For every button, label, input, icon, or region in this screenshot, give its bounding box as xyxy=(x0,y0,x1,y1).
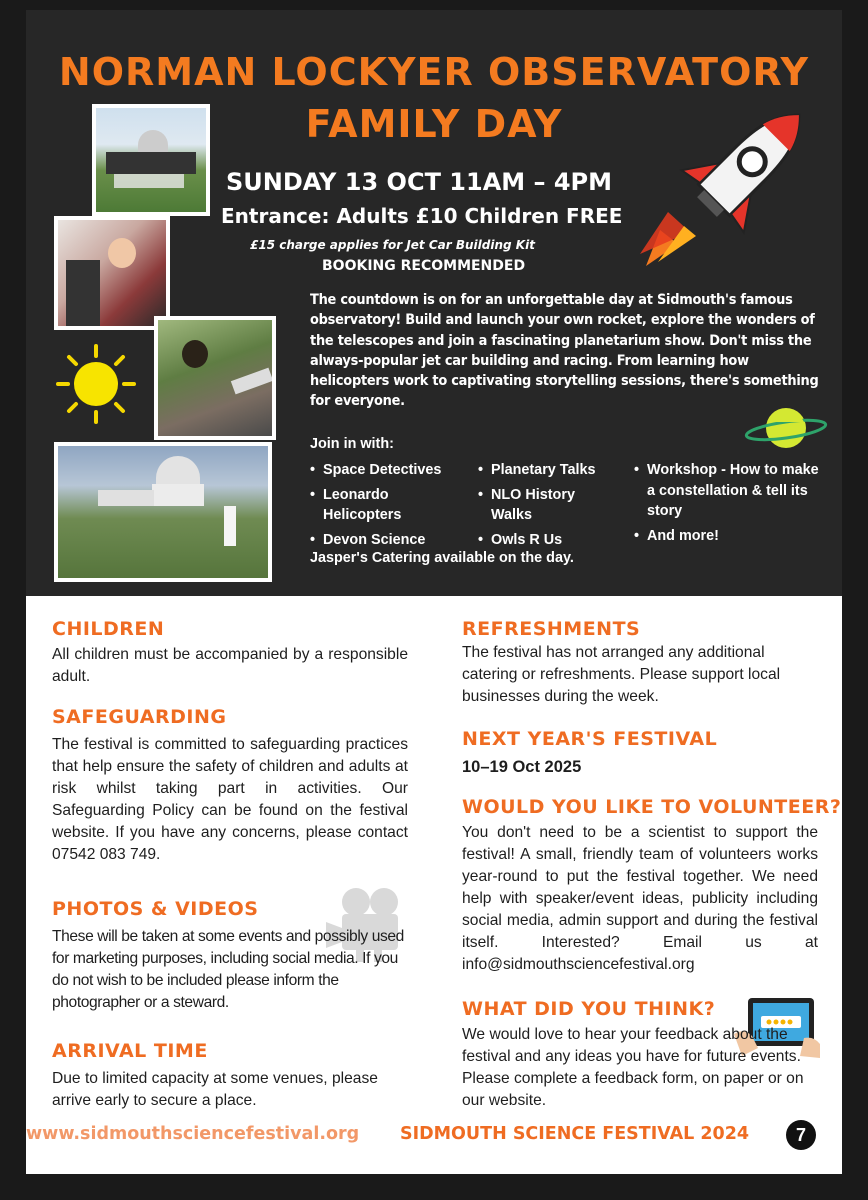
page-number: 7 xyxy=(786,1120,816,1150)
footer-url[interactable]: www.sidmouthsciencefestival.org xyxy=(26,1124,360,1144)
next-year-heading: NEXT YEAR'S FESTIVAL xyxy=(462,728,718,750)
photo-rocket-launch xyxy=(92,104,210,216)
activity-item: • Devon Science xyxy=(310,530,460,551)
event-booking: BOOKING RECOMMENDED xyxy=(322,258,526,274)
children-text: All children must be accompanied by a responsible adult. xyxy=(52,646,408,685)
join-label: Join in with: xyxy=(310,436,394,452)
photo-children-activity xyxy=(54,216,170,330)
activity-item: • Space Detectives xyxy=(310,460,460,481)
activity-item: • Workshop - How to make a constellation & tell its story xyxy=(634,460,819,522)
activity-item: • NLO History Walks xyxy=(478,485,588,526)
refreshments-text: The festival has not arranged any additional catering or refreshments. Please support local businesses during the week. xyxy=(462,644,781,705)
event-entrance: Entrance: Adults £10 Children FREE xyxy=(221,204,623,228)
event-intro: The countdown is on for an unforgettable day at Sidmouth's famous observatory! Build and launch your own rocket, explore the wonders of the telescopes and join a fascinating planetarium show. Don't miss the always-popular jet car building and racing. From learning how helicopters work to captivating storytelling sessions, there's something for everyone. xyxy=(310,292,819,410)
rocket-icon xyxy=(638,94,818,272)
feedback-heading: WHAT DID YOU THINK? xyxy=(462,998,716,1020)
activity-item: • Leonardo Helicopters xyxy=(310,485,420,526)
event-date-time: SUNDAY 13 OCT 11AM – 4PM xyxy=(226,168,613,196)
activity-item: • Owls R Us xyxy=(478,530,628,551)
event-title-line1: NORMAN LOCKYER OBSERVATORY xyxy=(58,50,810,94)
arrival-text: Due to limited capacity at some venues, please arrive early to secure a place. xyxy=(52,1070,378,1109)
photo-telescope xyxy=(154,316,276,440)
activity-item: • Planetary Talks xyxy=(478,460,628,481)
safeguarding-heading: SAFEGUARDING xyxy=(52,706,227,728)
event-panel xyxy=(26,10,842,596)
activities-col1 xyxy=(310,460,460,554)
catering-note: Jasper's Catering available on the day. xyxy=(310,550,574,566)
photos-heading: PHOTOS & VIDEOS xyxy=(52,898,259,920)
activities-col2 xyxy=(478,460,628,554)
refreshments-heading: REFRESHMENTS xyxy=(462,618,641,640)
volunteer-heading: WOULD YOU LIKE TO VOLUNTEER? xyxy=(462,796,842,818)
info-panel xyxy=(26,596,842,1174)
activity-item: • And more! xyxy=(634,526,819,547)
photo-observatory xyxy=(54,442,272,582)
photos-text: These will be taken at some events and possibly used for marketing purposes, including social media. If you do not wish to be included please inform the photographer or a steward. xyxy=(52,928,404,1011)
safeguarding-text: The festival is committed to safeguarding practices that help ensure the safety of children and adults at risk whilst taking part in activities. Our Safeguarding Policy can be found on the festival website. If you have any concerns, please contact 07542 083 749. xyxy=(52,736,408,863)
next-year-dates: 10–19 Oct 2025 xyxy=(462,758,582,776)
event-title-line2: FAMILY DAY xyxy=(305,102,563,146)
footer-festival-name: SIDMOUTH SCIENCE FESTIVAL 2024 xyxy=(400,1124,750,1144)
event-kit-charge: £15 charge applies for Jet Car Building Kit xyxy=(250,238,535,252)
volunteer-text: You don't need to be a scientist to support the festival! A small, friendly team of volunteers works year-round to put the festival together. We need help with speaker/event ideas, publicity including social media, admin support and during the festival itself. Interested? Email us at info@sidmouthsciencefestival.org xyxy=(462,824,818,973)
sun-icon xyxy=(56,344,136,424)
activities-col3 xyxy=(634,460,819,550)
feedback-text: We would love to hear your feedback about the festival and any ideas you have for future events. Please complete a feedback form, on paper or on our website. xyxy=(462,1026,804,1109)
children-heading: CHILDREN xyxy=(52,618,165,640)
arrival-heading: ARRIVAL TIME xyxy=(52,1040,208,1062)
